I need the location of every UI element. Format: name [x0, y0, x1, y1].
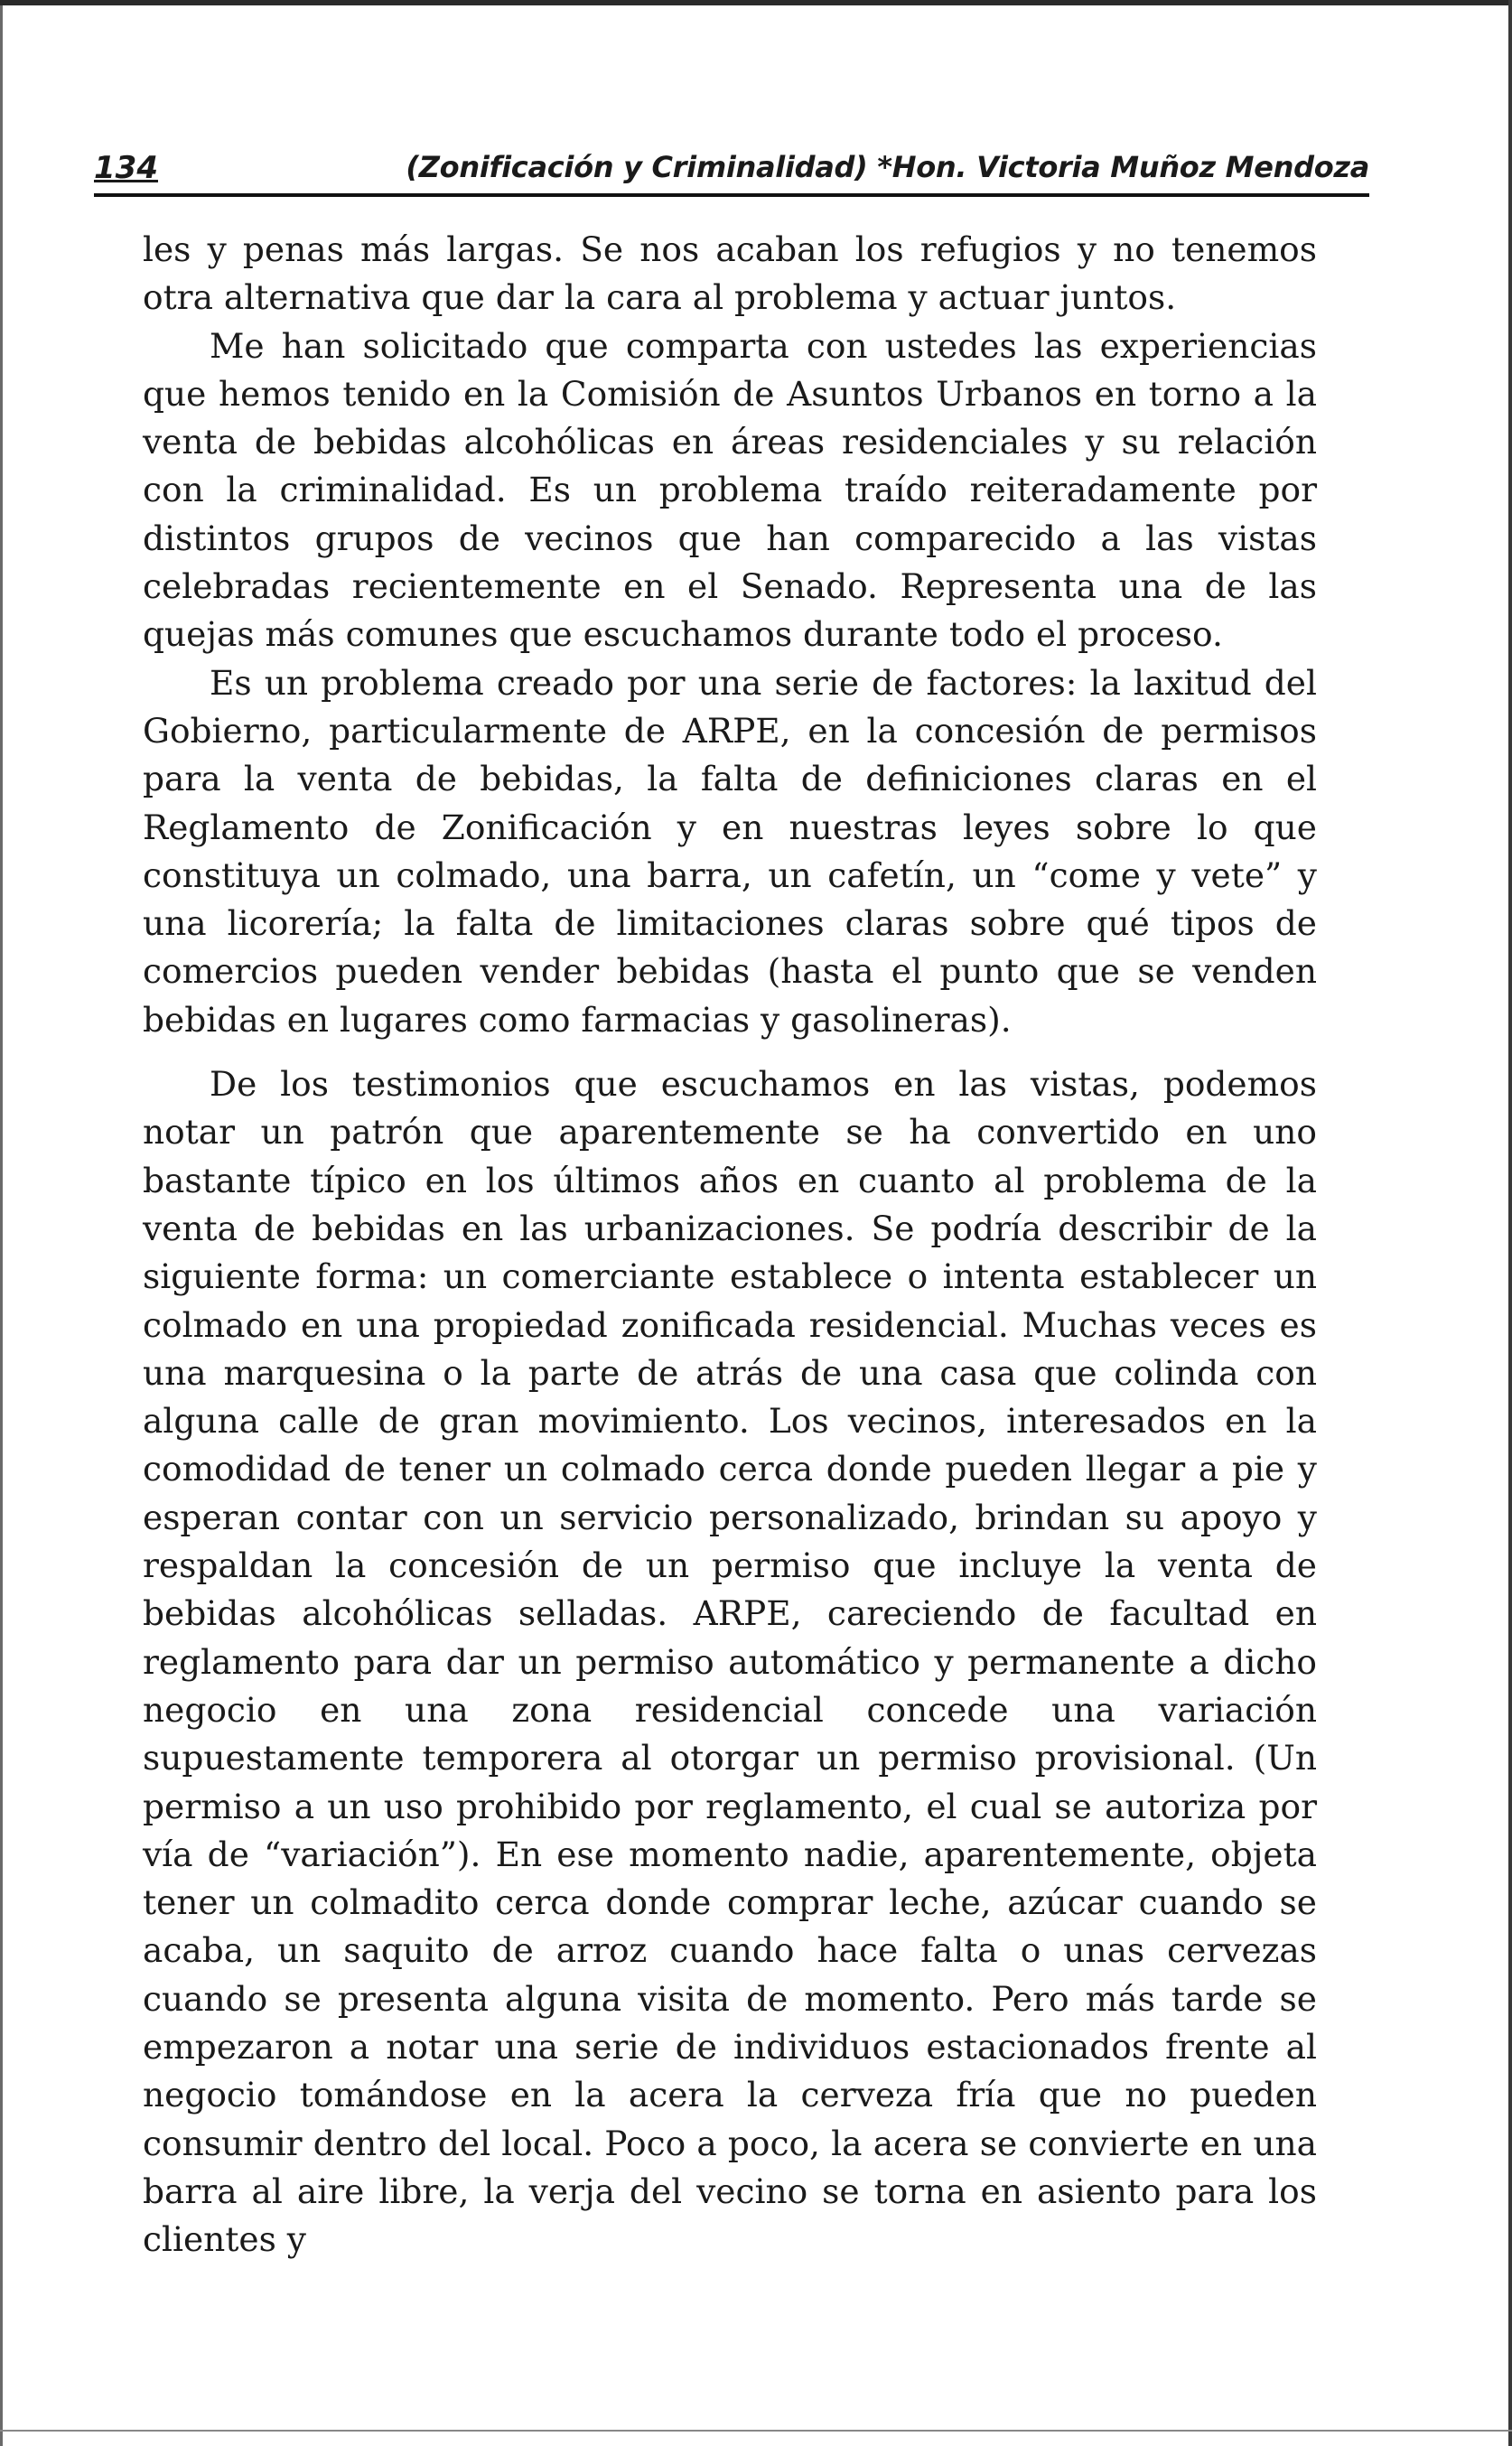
scan-right-edge	[1508, 0, 1512, 2446]
scan-left-edge	[0, 0, 3, 2446]
paragraph-4: De los testimonios que escuchamos en las vistas, podemos notar un patrón que aparentemente se ha convertido en uno bastante típico en los últimos años en cuanto al problema de la venta de bebidas en las urbanizaciones. Se podría describir de la siguiente forma: un comerciante establece o intenta establecer un colmado en una propiedad zonificada residencial. Muchas veces es una marquesina o la parte de atrás de una casa que colinda con alguna calle de gran movimiento. Los vecinos, interesados en la comodidad de tener un colmado cerca donde pueden llegar a pie y esperan contar con un servicio personalizado, brindan su apoyo y respaldan la concesión de un permiso que incluye la venta de bebidas alcohólicas selladas. ARPE, careciendo de facultad en reglamento para dar un permiso automático y permanente a dicho negocio en una zona residencial concede una variación supuestamente temporera al otorgar un permiso provisional. (Un permiso a un uso prohibido por reglamento, el cual se autoriza por vía de “variación”). En ese momento nadie, aparentemente, objeta tener un colmadito cerca donde comprar leche, azúcar cuando se acaba, un saquito de arroz cuando hace falta o unas cervezas cuando se presenta alguna visita de momento. Pero más tarde se empezaron a notar una serie de individuos estacionados frente al negocio tomándose en la acera la cerveza fría que no pueden consumir dentro del local. Poco a poco, la acera se convierte en una barra al aire libre, la verja del vecino se torna en asiento para los clientes y	[143, 1064, 1317, 2260]
paragraph-2: Me han solicitado que comparta con ustedes las experiencias que hemos tenido en la Comisión de Asuntos Urbanos en torno a la venta de bebidas alcohólicas en áreas residenciales y su relación con la criminalidad. Es un problema traído reiteradamente por distintos grupos de vecinos que han comparecido a las vistas celebradas recientemente en el Senado. Representa una de las quejas más comunes que escuchamos durante todo el proceso.	[143, 325, 1317, 655]
page-number: 134	[94, 150, 158, 186]
scan-bottom-rule	[0, 2430, 1512, 2432]
paragraph-1: les y penas más largas. Se nos acaban los refugios y no tenemos otra alternativa que dar la cara al problema y actuar juntos.	[143, 229, 1317, 318]
scan-top-edge	[0, 0, 1512, 5]
page-header	[94, 145, 1369, 199]
body-text	[143, 226, 1317, 2264]
paragraph-3: Es un problema creado por una serie de factores: la laxitud del Gobierno, particularmente de ARPE, en la concesión de permisos para la venta de bebidas, la falta de definiciones claras en el Reglamento de Zonificación y en nuestras leyes sobre lo que constituya un colmado, una barra, un cafetín, un “come y vete” y una licorería; la falta de limitaciones claras sobre qué tipos de comercios pueden vender bebidas (hasta el punto que se venden bebidas en lugares como farmacias y gasolineras).	[143, 662, 1317, 1040]
running-head: (Zonificación y Criminalidad) *Hon. Victoria Muñoz Mendoza	[406, 150, 1369, 184]
header-rule	[94, 193, 1369, 197]
